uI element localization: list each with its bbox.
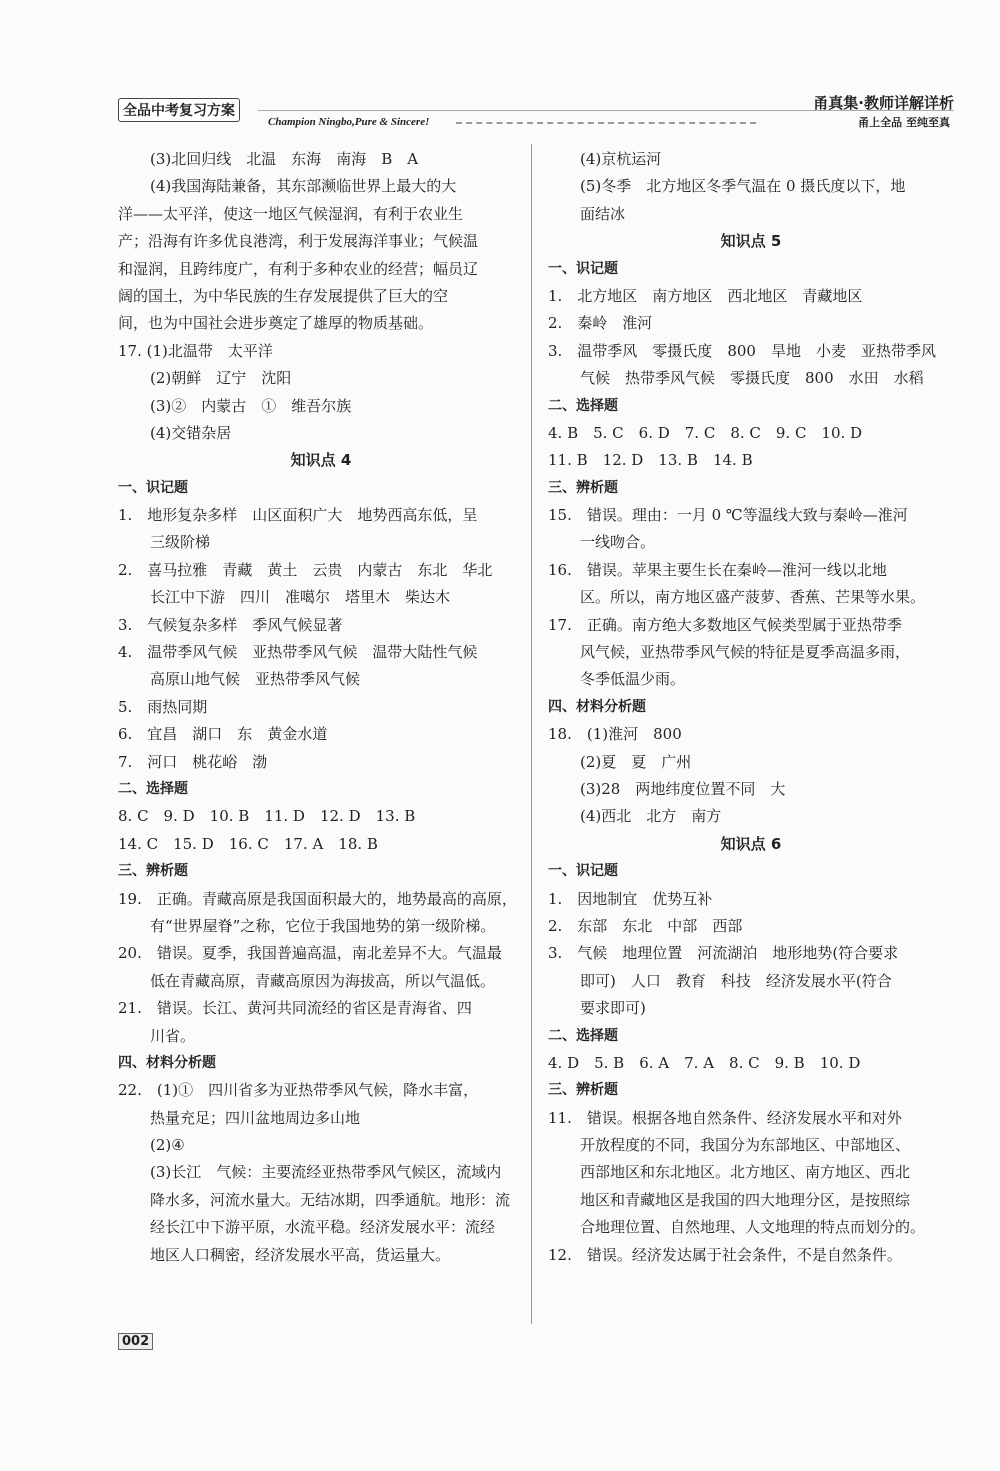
column-divider (531, 144, 532, 1324)
answer-line: 1. 因地制宜 优势互补 (548, 889, 713, 908)
answer-line: 3. 温带季风 零摄氏度 800 旱地 小麦 亚热带季风 (548, 341, 936, 360)
section-heading: 三、辨析题 (548, 1082, 618, 1099)
section-heading: 二、选择题 (548, 397, 618, 414)
answer-line: 2. 东部 东北 中部 西部 (548, 916, 743, 935)
answer-line: (2)夏 夏 广州 (580, 752, 692, 771)
section-heading: 二、选择题 (548, 1027, 618, 1044)
answer-line: 有“世界屋脊”之称，它位于我国地势的第一级阶梯。 (150, 916, 496, 935)
answer-line: 5. 雨热同期 (118, 697, 208, 716)
answer-line: 气候 热带季风气候 零摄氏度 800 水田 水稻 (580, 369, 924, 388)
answer-line: 1. 北方地区 南方地区 西北地区 青藏地区 (548, 286, 863, 305)
answer-line: 11. 错误。根据各地自然条件、经济发展水平和对外 (548, 1108, 902, 1127)
section-heading: 四、材料分析题 (118, 1054, 216, 1071)
right-column (548, 146, 954, 1269)
answer-line: (4)京杭运河 (580, 150, 662, 168)
answer-line: 合地理位置、自然地理、人文地理的特点而划分的。 (580, 1218, 926, 1237)
answer-line: (3)北回归线 北温 东海 南海 B A (150, 150, 419, 168)
answer-line: 4. B 5. C 6. D 7. C 8. C 9. C 10. D (548, 423, 863, 442)
answer-line: 西部地区和东北地区。北方地区、南方地区、西北 (580, 1163, 911, 1182)
answer-line: (4)我国海陆兼备，其东部濒临世界上最大的大 (150, 177, 457, 196)
answer-line: 川省。 (150, 1026, 196, 1045)
answer-line: 15. 错误。理由：一月 0 ℃等温线大致与秦岭—淮河 (548, 506, 908, 525)
answer-line: 19. 正确。青藏高原是我国面积最大的，地势最高的高原， (118, 889, 517, 908)
section-heading: 一、识记题 (118, 479, 188, 496)
answer-line: 经长江中下游平原，水流平稳。经济发展水平：流经 (150, 1218, 496, 1237)
answer-line: 6. 宜昌 湖口 东 黄金水道 (118, 725, 328, 744)
answer-line: 21. 错误。长江、黄河共同流经的省区是青海省、四 (118, 999, 472, 1018)
header-right-subtitle: 甬上全品 至纯至真 (858, 116, 950, 129)
header-subtitle: Champion Ningbo,Pure & Sincere! (268, 116, 430, 128)
answer-line: 16. 错误。苹果主要生长在秦岭—淮河一线以北地 (548, 560, 887, 579)
answer-line: 1. 地形复杂多样 山区面积广大 地势西高东低，呈 (118, 506, 478, 525)
answer-line: 7. 河口 桃花峪 渤 (118, 752, 268, 771)
answer-line: 4. 温带季风气候 亚热带季风气候 温带大陆性气候 (118, 643, 478, 662)
answer-line: 一线吻合。 (580, 533, 656, 552)
answer-line: 17. 正确。南方绝大多数地区气候类型属于亚热带季 (548, 615, 902, 634)
answer-line: (3)长江 气候：主要流经亚热带季风气候区，流域内 (150, 1163, 502, 1182)
answer-line: 3. 气候复杂多样 季风气候显著 (118, 615, 343, 634)
header-right-title: 甬真集·教师详解详析 (813, 94, 954, 112)
answer-line: 20. 错误。夏季，我国普遍高温，南北差异不大。气温最 (118, 944, 502, 963)
left-column (118, 146, 524, 1269)
answer-line: 三级阶梯 (150, 533, 211, 552)
answer-line: 长江中下游 四川 准噶尔 塔里木 柴达木 (150, 588, 451, 607)
answer-line: (2)④ (150, 1136, 185, 1155)
knowledge-point-title: 知识点 6 (720, 834, 782, 853)
answer-line: (4)西北 北方 南方 (580, 807, 722, 826)
answer-line: 产；沿海有许多优良港湾，利于发展海洋事业；气候温 (118, 232, 479, 251)
page-header (118, 92, 954, 134)
answer-line: 要求即可) (580, 999, 646, 1018)
knowledge-point-title: 知识点 5 (720, 232, 782, 251)
answer-line: 洋——太平洋，使这一地区气候湿润，有利于农业生 (118, 204, 464, 223)
section-heading: 三、辨析题 (548, 479, 618, 496)
answer-line: (5)冬季 北方地区冬季气温在 0 摄氏度以下，地 (580, 177, 906, 196)
section-heading: 四、材料分析题 (548, 698, 646, 715)
answer-line: 地区人口稠密，经济发展水平高，货运量大。 (150, 1245, 451, 1264)
answer-line: (2)朝鲜 辽宁 沈阳 (150, 369, 292, 388)
answer-line: (4)交错杂居 (150, 423, 232, 442)
section-heading: 一、识记题 (548, 863, 618, 880)
answer-line: 18. (1)淮河 800 (548, 725, 682, 744)
answer-line: 高原山地气候 亚热带季风气候 (150, 670, 361, 689)
answer-line: 面结冰 (580, 204, 626, 223)
answer-line: 地区和青藏地区是我国的四大地理分区，是按照综 (580, 1190, 911, 1209)
header-dashes (456, 122, 756, 124)
knowledge-point-title: 知识点 4 (290, 451, 352, 470)
answer-line: 3. 气候 地理位置 河流湖泊 地形地势(符合要求 (548, 944, 899, 963)
answer-line: 即可) 人口 教育 科技 经济发展水平(符合 (580, 971, 892, 990)
answer-line: 14. C 15. D 16. C 17. A 18. B (118, 834, 378, 853)
answer-line: 开放程度的不同，我国分为东部地区、中部地区、 (580, 1136, 911, 1155)
answer-line: 风气候，亚热带季风气候的特征是夏季高温多雨， (580, 643, 911, 662)
answer-line: 阔的国土，为中华民族的生存发展提供了巨大的空 (118, 286, 449, 305)
answer-line: 降水多，河流水量大。无结冰期，四季通航。地形：流 (150, 1190, 511, 1209)
answer-line: 和湿润，且跨纬度广，有利于多种农业的经营；幅员辽 (118, 259, 479, 278)
answer-line: 22. (1)① 四川省多为亚热带季风气候，降水丰富， (118, 1081, 479, 1100)
answer-line: 区。所以，南方地区盛产菠萝、香蕉、芒果等水果。 (580, 588, 926, 607)
answer-line: (3)28 两地纬度位置不同 大 (580, 779, 786, 798)
answer-line: 2. 秦岭 淮河 (548, 314, 653, 333)
answer-line: (3)② 内蒙古 ① 维吾尔族 (150, 396, 352, 415)
answer-line: 11. B 12. D 13. B 14. B (548, 451, 753, 470)
header-left-title: 全品中考复习方案 (118, 98, 240, 122)
answer-line: 低在青藏高原，青藏高原因为海拔高，所以气温低。 (150, 971, 496, 990)
answer-line: 热量充足；四川盆地周边多山地 (150, 1108, 361, 1127)
answer-line: 间，也为中国社会进步奠定了雄厚的物质基础。 (118, 314, 434, 333)
answer-line: 2. 喜马拉雅 青藏 黄土 云贵 内蒙古 东北 华北 (118, 560, 493, 579)
answer-line: 12. 错误。经济发达属于社会条件，不是自然条件。 (548, 1245, 902, 1264)
section-heading: 三、辨析题 (118, 863, 188, 880)
answer-line: 17. (1)北温带 太平洋 (118, 341, 273, 360)
section-heading: 一、识记题 (548, 260, 618, 277)
answer-line: 8. C 9. D 10. B 11. D 12. D 13. B (118, 807, 416, 826)
answer-line: 4. D 5. B 6. A 7. A 8. C 9. B 10. D (548, 1053, 861, 1072)
section-heading: 二、选择题 (118, 780, 188, 797)
answer-line: 冬季低温少雨。 (580, 670, 686, 689)
page-number: 002 (118, 1333, 153, 1350)
